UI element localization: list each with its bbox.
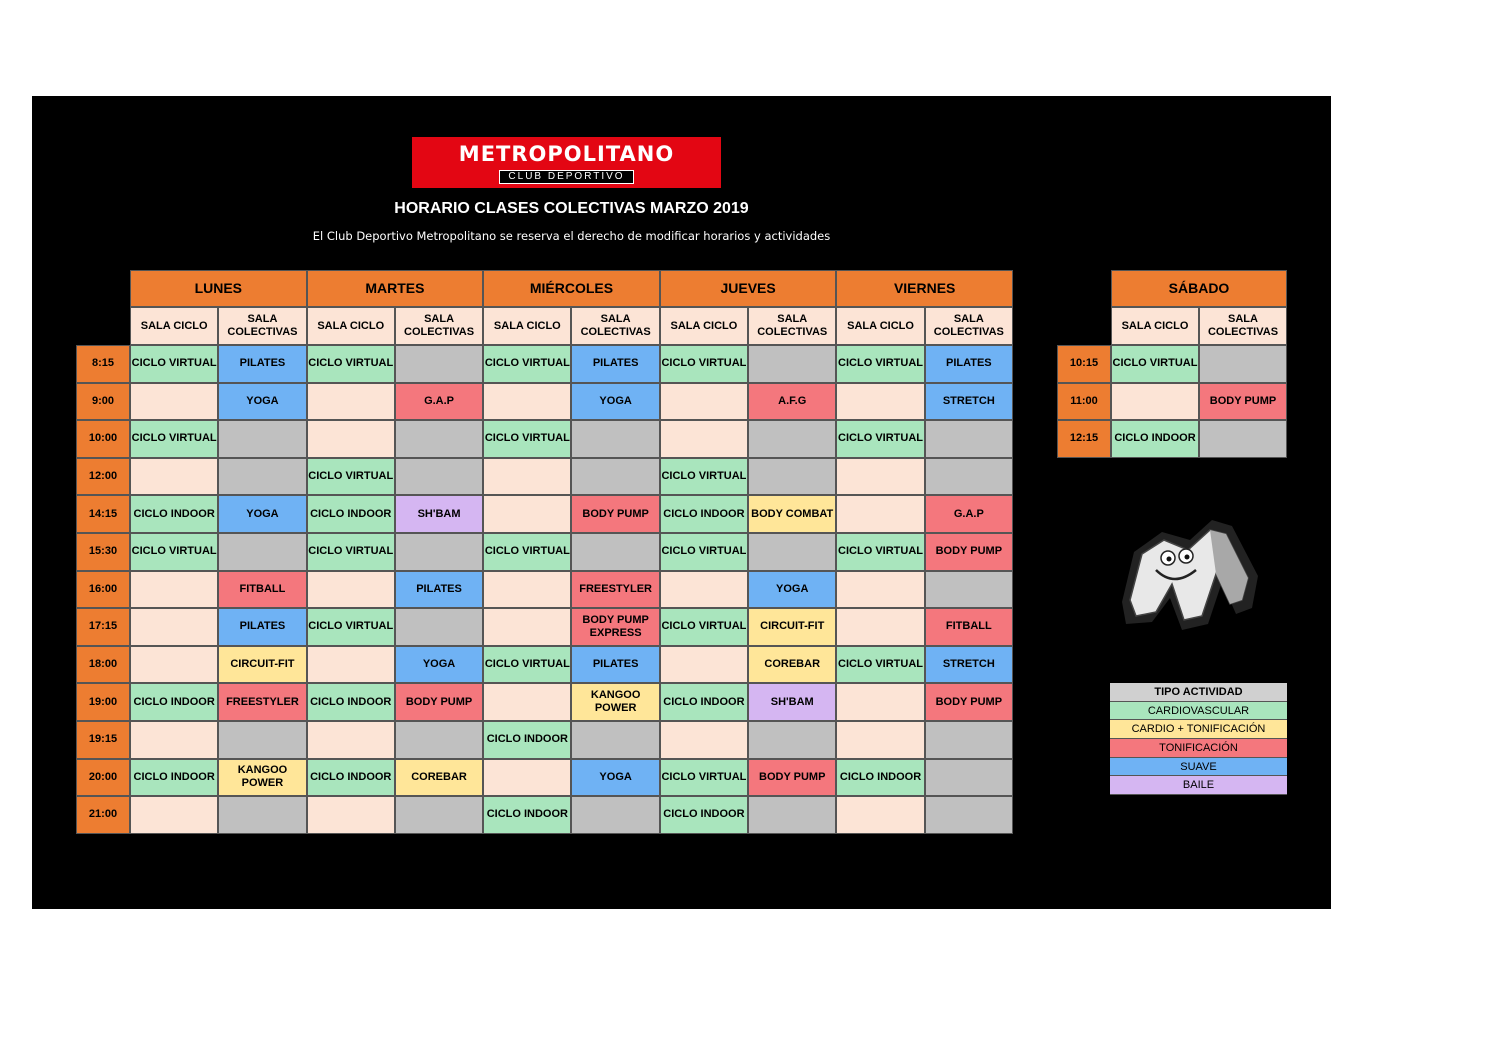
class-cell: CICLO INDOOR xyxy=(130,495,218,533)
class-cell xyxy=(1199,420,1287,458)
class-cell: CICLO INDOOR xyxy=(307,495,395,533)
class-cell: CICLO VIRTUAL xyxy=(483,533,571,571)
weekday-schedule-table xyxy=(76,270,1013,834)
room-header: SALA CICLO xyxy=(1111,307,1199,345)
room-header: SALA COLECTIVAS xyxy=(218,307,306,345)
class-cell: A.F.G xyxy=(748,383,836,421)
room-header: SALA CICLO xyxy=(483,307,571,345)
day-header-saturday: SÁBADO xyxy=(1111,270,1287,307)
class-cell xyxy=(925,571,1013,609)
time-slot: 17:15 xyxy=(76,608,130,646)
page-title: HORARIO CLASES COLECTIVAS MARZO 2019 xyxy=(394,200,749,217)
class-cell xyxy=(130,721,218,759)
class-cell: CICLO VIRTUAL xyxy=(1111,345,1199,383)
class-cell: SH'BAM xyxy=(395,495,483,533)
class-cell: CICLO INDOOR xyxy=(836,759,924,797)
page-subtitle: El Club Deportivo Metropolitano se reserva el derecho de modificar horarios y actividades xyxy=(312,229,831,243)
time-slot: 10:15 xyxy=(1057,345,1111,383)
class-cell xyxy=(483,683,571,721)
day-header-0: LUNES xyxy=(130,270,307,307)
class-cell xyxy=(130,571,218,609)
class-cell: CICLO INDOOR xyxy=(483,721,571,759)
time-slot: 16:00 xyxy=(76,571,130,609)
room-header: SALA COLECTIVAS xyxy=(748,307,836,345)
room-header: SALA COLECTIVAS xyxy=(1199,307,1287,345)
class-cell xyxy=(571,458,659,496)
class-cell xyxy=(307,383,395,421)
class-cell: CICLO VIRTUAL xyxy=(836,420,924,458)
class-cell: STRETCH xyxy=(925,646,1013,684)
class-cell xyxy=(483,458,571,496)
class-cell: BODY PUMP EXPRESS xyxy=(571,608,659,646)
class-cell xyxy=(836,458,924,496)
class-cell xyxy=(836,495,924,533)
class-cell: KANGOO POWER xyxy=(218,759,306,797)
class-cell: CICLO VIRTUAL xyxy=(130,345,218,383)
class-cell: YOGA xyxy=(748,571,836,609)
class-cell: CICLO VIRTUAL xyxy=(307,345,395,383)
class-cell: BODY PUMP xyxy=(395,683,483,721)
day-header-2: MIÉRCOLES xyxy=(483,270,660,307)
class-cell xyxy=(130,458,218,496)
time-slot: 21:00 xyxy=(76,796,130,834)
class-cell xyxy=(130,608,218,646)
class-cell: CIRCUIT-FIT xyxy=(218,646,306,684)
room-header: SALA COLECTIVAS xyxy=(925,307,1013,345)
class-cell: CICLO VIRTUAL xyxy=(660,533,748,571)
room-header: SALA COLECTIVAS xyxy=(571,307,659,345)
class-cell: BODY PUMP xyxy=(1199,383,1287,421)
class-cell xyxy=(925,458,1013,496)
class-cell xyxy=(571,420,659,458)
class-cell xyxy=(748,420,836,458)
saturday-schedule-table xyxy=(1057,270,1287,458)
class-cell xyxy=(836,683,924,721)
corner-blank xyxy=(1057,270,1111,307)
class-cell: CICLO VIRTUAL xyxy=(836,533,924,571)
class-cell xyxy=(748,796,836,834)
class-cell xyxy=(395,420,483,458)
time-slot: 19:00 xyxy=(76,683,130,721)
class-cell: FITBALL xyxy=(218,571,306,609)
class-cell: CICLO VIRTUAL xyxy=(130,420,218,458)
class-cell: PILATES xyxy=(395,571,483,609)
time-slot: 12:00 xyxy=(76,458,130,496)
class-cell: YOGA xyxy=(218,495,306,533)
class-cell xyxy=(218,796,306,834)
class-cell: CICLO VIRTUAL xyxy=(483,345,571,383)
corner-blank xyxy=(1057,307,1111,345)
corner-blank xyxy=(76,270,130,307)
class-cell xyxy=(130,646,218,684)
class-cell: FREESTYLER xyxy=(218,683,306,721)
class-cell: PILATES xyxy=(571,345,659,383)
class-cell xyxy=(218,721,306,759)
class-cell: KANGOO POWER xyxy=(571,683,659,721)
class-cell: BODY COMBAT xyxy=(748,495,836,533)
time-slot: 9:00 xyxy=(76,383,130,421)
class-cell: CICLO VIRTUAL xyxy=(660,458,748,496)
class-cell: COREBAR xyxy=(748,646,836,684)
class-cell xyxy=(925,420,1013,458)
class-cell xyxy=(483,571,571,609)
class-cell: BODY PUMP xyxy=(925,683,1013,721)
class-cell xyxy=(307,721,395,759)
class-cell: CICLO VIRTUAL xyxy=(307,608,395,646)
room-header: SALA CICLO xyxy=(130,307,218,345)
class-cell xyxy=(748,458,836,496)
class-cell xyxy=(218,420,306,458)
class-cell xyxy=(836,721,924,759)
class-cell: CICLO VIRTUAL xyxy=(307,533,395,571)
time-slot: 11:00 xyxy=(1057,383,1111,421)
class-cell xyxy=(483,759,571,797)
class-cell xyxy=(571,721,659,759)
class-cell: CICLO VIRTUAL xyxy=(483,646,571,684)
time-slot: 15:30 xyxy=(76,533,130,571)
class-cell: PILATES xyxy=(925,345,1013,383)
time-slot: 19:15 xyxy=(76,721,130,759)
class-cell: BODY PUMP xyxy=(748,759,836,797)
class-cell: CICLO VIRTUAL xyxy=(660,759,748,797)
class-cell: G.A.P xyxy=(925,495,1013,533)
day-header-1: MARTES xyxy=(307,270,484,307)
legend-item-tonificacion: TONIFICACIÓN xyxy=(1110,739,1287,758)
class-cell: G.A.P xyxy=(395,383,483,421)
day-header-3: JUEVES xyxy=(660,270,837,307)
class-cell xyxy=(483,608,571,646)
mascot-m-character-icon xyxy=(1112,512,1264,634)
class-cell: CICLO INDOOR xyxy=(307,759,395,797)
class-cell: PILATES xyxy=(218,608,306,646)
class-cell xyxy=(836,383,924,421)
class-cell xyxy=(395,796,483,834)
room-header: SALA CICLO xyxy=(307,307,395,345)
class-cell xyxy=(748,533,836,571)
class-cell: CICLO INDOOR xyxy=(1111,420,1199,458)
class-cell: CICLO VIRTUAL xyxy=(836,646,924,684)
class-cell xyxy=(483,383,571,421)
class-cell: CICLO VIRTUAL xyxy=(660,345,748,383)
class-cell xyxy=(395,533,483,571)
room-header: SALA COLECTIVAS xyxy=(395,307,483,345)
class-cell xyxy=(660,646,748,684)
legend-item-suave: SUAVE xyxy=(1110,758,1287,777)
class-cell xyxy=(836,571,924,609)
class-cell xyxy=(1199,345,1287,383)
class-cell xyxy=(836,796,924,834)
class-cell xyxy=(660,420,748,458)
class-cell xyxy=(660,721,748,759)
class-cell xyxy=(395,721,483,759)
time-slot: 12:15 xyxy=(1057,420,1111,458)
logo-sub: CLUB DEPORTIVO xyxy=(499,170,633,184)
class-cell xyxy=(395,345,483,383)
class-cell xyxy=(218,458,306,496)
class-cell xyxy=(571,533,659,571)
time-slot: 10:00 xyxy=(76,420,130,458)
time-slot: 18:00 xyxy=(76,646,130,684)
class-cell: CICLO VIRTUAL xyxy=(660,608,748,646)
class-cell xyxy=(925,759,1013,797)
class-cell xyxy=(307,646,395,684)
class-cell: CICLO VIRTUAL xyxy=(836,345,924,383)
class-cell: CICLO INDOOR xyxy=(660,683,748,721)
class-cell xyxy=(660,571,748,609)
class-cell: CICLO INDOOR xyxy=(130,759,218,797)
class-cell xyxy=(307,420,395,458)
class-cell: PILATES xyxy=(571,646,659,684)
legend-title: TIPO ACTIVIDAD xyxy=(1110,683,1287,702)
class-cell xyxy=(748,721,836,759)
time-slot: 8:15 xyxy=(76,345,130,383)
activity-legend xyxy=(1110,683,1287,795)
class-cell: CICLO INDOOR xyxy=(660,796,748,834)
legend-item-cardio-tonificacion: CARDIO + TONIFICACIÓN xyxy=(1110,720,1287,739)
class-cell: CICLO INDOOR xyxy=(483,796,571,834)
class-cell xyxy=(218,533,306,571)
class-cell xyxy=(925,796,1013,834)
class-cell: CICLO INDOOR xyxy=(660,495,748,533)
time-slot: 20:00 xyxy=(76,759,130,797)
class-cell xyxy=(307,796,395,834)
room-header: SALA CICLO xyxy=(836,307,924,345)
class-cell: YOGA xyxy=(395,646,483,684)
logo-name: METROPOLITANO xyxy=(458,142,675,166)
class-cell: FREESTYLER xyxy=(571,571,659,609)
class-cell: CICLO VIRTUAL xyxy=(130,533,218,571)
day-header-4: VIERNES xyxy=(836,270,1013,307)
class-cell xyxy=(130,796,218,834)
class-cell: COREBAR xyxy=(395,759,483,797)
legend-item-cardiovascular: CARDIOVASCULAR xyxy=(1110,702,1287,721)
class-cell: FITBALL xyxy=(925,608,1013,646)
class-cell xyxy=(307,571,395,609)
class-cell: STRETCH xyxy=(925,383,1013,421)
class-cell xyxy=(395,458,483,496)
class-cell xyxy=(925,721,1013,759)
class-cell: BODY PUMP xyxy=(925,533,1013,571)
class-cell: YOGA xyxy=(571,383,659,421)
class-cell: YOGA xyxy=(218,383,306,421)
legend-item-baile: BAILE xyxy=(1110,776,1287,795)
room-header: SALA CICLO xyxy=(660,307,748,345)
class-cell: CICLO INDOOR xyxy=(307,683,395,721)
club-logo xyxy=(412,137,721,188)
class-cell: SH'BAM xyxy=(748,683,836,721)
class-cell: CIRCUIT-FIT xyxy=(748,608,836,646)
time-slot: 14:15 xyxy=(76,495,130,533)
corner-blank xyxy=(76,307,130,345)
class-cell: PILATES xyxy=(218,345,306,383)
class-cell xyxy=(130,383,218,421)
class-cell xyxy=(571,796,659,834)
class-cell xyxy=(836,608,924,646)
class-cell xyxy=(395,608,483,646)
class-cell xyxy=(1111,383,1199,421)
class-cell: YOGA xyxy=(571,759,659,797)
class-cell xyxy=(660,383,748,421)
class-cell xyxy=(483,495,571,533)
class-cell: BODY PUMP xyxy=(571,495,659,533)
class-cell xyxy=(748,345,836,383)
class-cell: CICLO VIRTUAL xyxy=(483,420,571,458)
class-cell: CICLO VIRTUAL xyxy=(307,458,395,496)
class-cell: CICLO INDOOR xyxy=(130,683,218,721)
